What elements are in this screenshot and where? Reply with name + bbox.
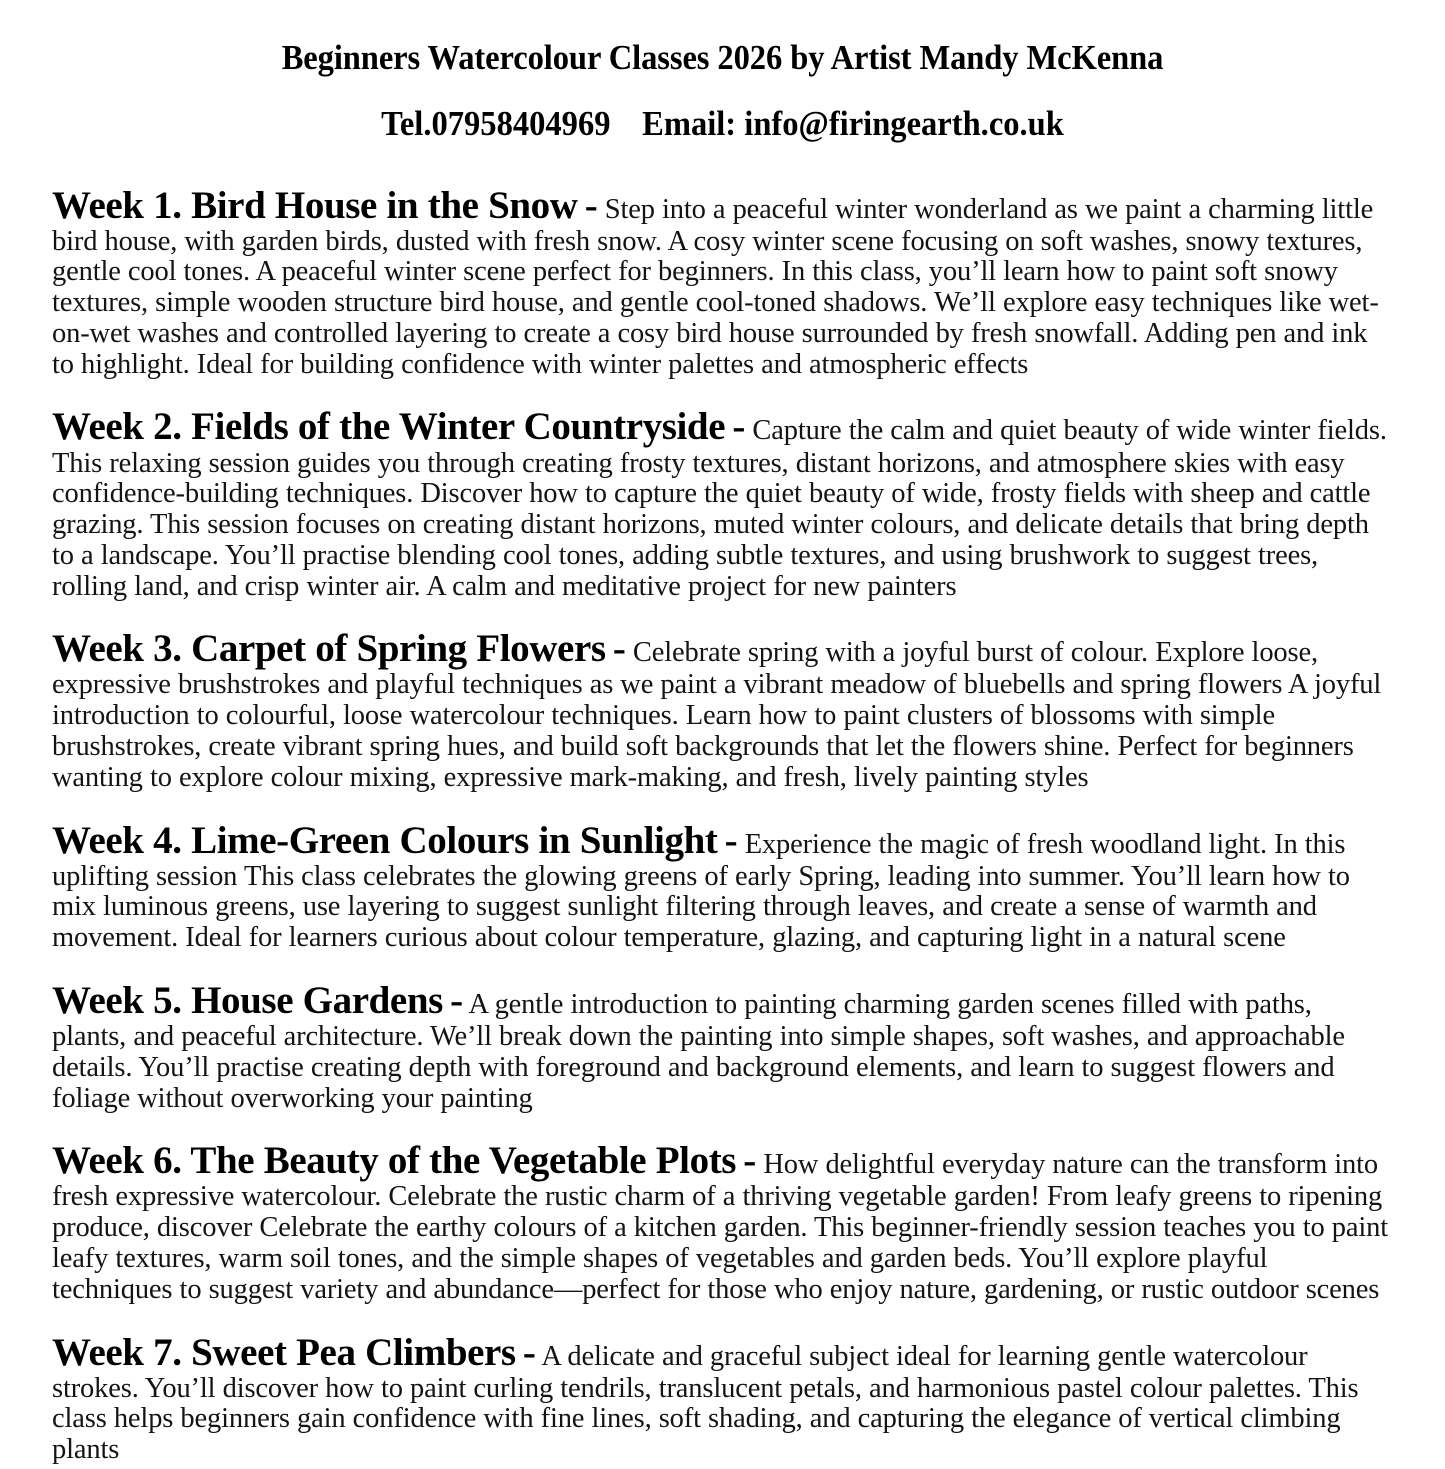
week-paragraph [52,980,1391,1114]
week-heading: Week 2. Fields of the Winter Countryside [52,405,726,449]
week-heading: Week 3. Carpet of Spring Flowers [52,627,606,671]
week-dash: - [450,978,463,1022]
week-description: Celebrate spring with a joyful burst of colour. Explore loose, expressive brushstrokes and playful techniques as we paint a vibrant meadow of bluebells and spring flowers A joyful introduction to colourful, loose watercolour techniques. Learn how to paint clusters of blossoms with simple brushstrokes, create vibrant spring hues, and build soft backgrounds that let the flowers shine. Perfect for beginners wanting to explore colour mixing, expressive mark-making, and fresh, lively painting styles [52,637,1382,793]
week-dash: - [724,818,738,862]
week-block [52,1332,1391,1466]
week-heading: Week 6. The Beauty of the Vegetable Plots [52,1139,737,1183]
week-block [52,628,1391,793]
week-description: Capture the calm and quiet beauty of wide winter fields. This relaxing session guides you through creating frosty textures, distant horizons, and atmosphere skies with easy confidence-building techniques. Discover how to capture the quiet beauty of wide, frosty fields with sheep and cattle grazing. This session focuses on creating distant horizons, muted winter colours, and delicate details that bring depth to a landscape. You’ll practise blending cool tones, adding subtle textures, and using brushwork to suggest trees, rolling land, and crisp winter air. A calm and meditative project for new painters [52,415,1387,602]
week-description: Experience the magic of fresh woodland light. In this uplifting session This class celebrates the glowing greens of early Spring, leading into summer. You’ll learn how to mix luminous greens, use layering to suggest sunlight filtering through leaves, and create a sense of warmth and movement. Ideal for learners curious about colour temperature, glazing, and capturing light in a natural scene [52,828,1350,954]
week-paragraph [52,1332,1391,1466]
email-address: Email: info@firingearth.co.uk [642,104,1064,144]
phone-number: Tel.07958404969 [381,104,611,144]
week-paragraph [52,406,1391,602]
week-description: A delicate and graceful subject ideal for learning gentle watercolour strokes. You’ll discover how to paint curling tendrils, translucent petals, and harmonious pastel colour palettes. This class helps beginners gain confidence with fine lines, soft shading, and capturing the elegance of vertical climbing plants [52,1340,1359,1466]
week-dash: - [612,627,626,671]
week-block [52,820,1391,954]
week-heading: Week 5. House Gardens [52,978,443,1022]
week-paragraph [52,820,1391,954]
week-description: A gentle introduction to painting charming garden scenes filled with paths, plants, and peaceful architecture. We’ll break down the painting into simple shapes, soft washes, and approachable details. You’ll practise creating depth with foreground and background elements, and learn to suggest flowers and foliage without overworking your painting [52,988,1345,1114]
week-description: Step into a peaceful winter wonderland as we paint a charming little bird house, with garden birds, dusted with fresh snow. A cosy winter scene focusing on soft washes, snowy textures, gentle cool tones. A peaceful winter scene perfect for beginners. In this class, you’ll learn how to paint soft snowy textures, simple wooden structure bird house, and gentle cool-toned shadows. We’ll explore easy techniques like wet-on-wet washes and controlled layering to create a cosy bird house surrounded by fresh snowfall. Adding pen and ink to highlight. Ideal for building confidence with winter palettes and atmospheric effects [52,193,1379,380]
week-block [52,406,1391,602]
week-paragraph [52,185,1391,381]
week-heading: Week 4. Lime-Green Colours in Sunlight [52,818,718,862]
page-title: Beginners Watercolour Classes 2026 by Artist Mandy McKenna [281,38,1164,77]
week-heading: Week 7. Sweet Pea Climbers [52,1330,516,1374]
week-block [52,1140,1391,1305]
week-dash: - [732,405,746,449]
week-dash: - [584,183,598,227]
week-block [52,980,1391,1114]
week-description: How delightful everyday nature can the transform into fresh expressive watercolour. Celebrate the rustic charm of a thriving vegetable garden! From leafy greens to ripening produce, discover Celebrate the earthy colours of a kitchen garden. This beginner-friendly session teaches you to paint leafy textures, warm soil tones, and the simple shapes of vegetables and garden beds. You’ll explore playful techniques to suggest variety and abundance—perfect for those who enjoy nature, gardening, or rustic outdoor scenes [52,1149,1388,1305]
week-paragraph [52,628,1391,793]
week-block [52,185,1391,381]
week-dash: - [743,1139,757,1183]
week-heading: Week 1. Bird House in the Snow [52,183,578,227]
week-dash: - [522,1330,536,1374]
week-paragraph [52,1140,1391,1305]
document-header [0,0,1445,145]
week-list [0,185,1445,1466]
contact-line [51,78,1395,144]
